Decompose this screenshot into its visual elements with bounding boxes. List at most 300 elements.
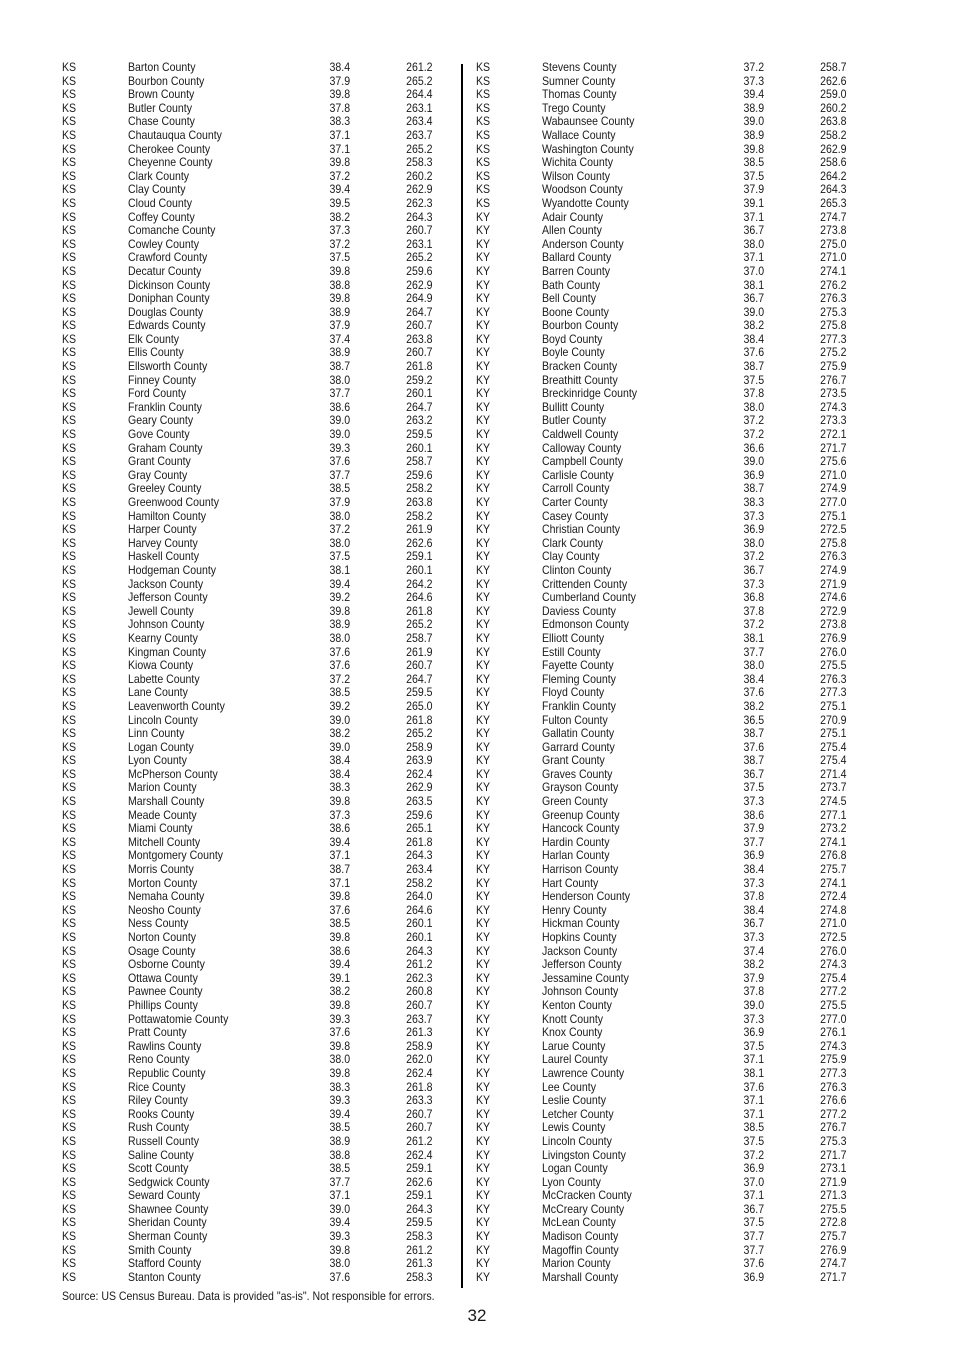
table-row — [476, 821, 847, 836]
county-cell: Jackson County — [128, 576, 204, 591]
value1-cell: 37.5 — [743, 1215, 765, 1230]
county-cell: Kiowa County — [128, 658, 194, 673]
table-row — [476, 712, 847, 728]
state-cell: KS — [62, 930, 77, 944]
county-cell: Green County — [542, 794, 608, 809]
value1-cell: 38.2 — [743, 698, 765, 713]
table-row — [476, 930, 847, 945]
county-cell: Madison County — [542, 1229, 619, 1244]
county-cell: Montgomery County — [128, 848, 224, 863]
state-cell: KS — [62, 644, 77, 659]
value1-cell: 38.3 — [743, 495, 765, 509]
value1-cell: 37.9 — [329, 318, 351, 333]
state-cell: KS — [62, 848, 77, 863]
value1-cell: 39.8 — [743, 141, 765, 156]
table-row — [476, 1120, 847, 1135]
table-row — [476, 726, 847, 741]
table-row — [62, 685, 433, 700]
value1-cell: 38.7 — [743, 481, 765, 496]
table-row — [62, 603, 433, 619]
table-row — [476, 508, 847, 524]
county-cell: Smith County — [128, 1242, 192, 1257]
table-row — [476, 141, 847, 157]
table-row — [476, 399, 847, 415]
table-row — [476, 100, 847, 116]
state-cell: KY — [476, 1052, 491, 1067]
state-cell: KY — [476, 943, 491, 958]
value2-cell: 277.2 — [820, 984, 847, 999]
table-row — [62, 73, 433, 89]
table-row — [476, 984, 847, 999]
value2-cell: 260.7 — [406, 345, 433, 360]
value1-cell: 37.1 — [329, 875, 351, 890]
county-cell: Clay County — [128, 182, 186, 197]
value1-cell: 38.4 — [329, 753, 351, 768]
county-cell: Gray County — [128, 467, 188, 482]
value2-cell: 258.7 — [406, 454, 433, 469]
value1-cell: 38.5 — [329, 1120, 351, 1135]
county-cell: Harrison County — [542, 862, 619, 877]
table-row — [62, 168, 433, 184]
county-cell: Marshall County — [128, 794, 205, 809]
value2-cell: 263.1 — [406, 236, 433, 251]
value2-cell: 275.9 — [820, 1052, 847, 1067]
value1-cell: 37.9 — [743, 970, 765, 985]
value1-cell: 39.0 — [743, 454, 765, 469]
table-row — [62, 100, 433, 116]
value1-cell: 37.7 — [743, 1242, 765, 1257]
value1-cell: 37.6 — [743, 739, 765, 754]
state-cell: KS — [62, 875, 77, 890]
state-cell: KY — [476, 223, 491, 238]
state-cell: KS — [62, 223, 77, 238]
value1-cell: 39.8 — [329, 155, 351, 170]
value2-cell: 262.9 — [406, 182, 433, 197]
table-row — [62, 617, 433, 632]
table-row — [476, 916, 847, 931]
value2-cell: 263.8 — [406, 495, 433, 509]
value2-cell: 276.7 — [820, 1120, 847, 1135]
county-cell: Hickman County — [542, 916, 620, 931]
value2-cell: 261.9 — [406, 644, 433, 659]
table-row — [62, 1025, 433, 1040]
value2-cell: 273.1 — [820, 1161, 847, 1176]
state-cell: KS — [62, 359, 77, 374]
value1-cell: 37.3 — [743, 576, 765, 591]
state-cell: KY — [476, 1133, 491, 1148]
value2-cell: 273.2 — [820, 821, 847, 836]
value1-cell: 39.0 — [743, 304, 765, 319]
value2-cell: 274.1 — [820, 834, 847, 849]
county-cell: Sedgwick County — [128, 1174, 210, 1189]
state-cell: KY — [476, 1174, 491, 1189]
value1-cell: 38.9 — [329, 345, 351, 360]
county-cell: Anderson County — [542, 236, 624, 251]
value1-cell: 36.9 — [743, 522, 765, 537]
table-row — [476, 386, 847, 401]
table-row — [476, 1256, 847, 1271]
state-cell: KS — [62, 603, 77, 618]
county-cell: Henry County — [542, 902, 607, 917]
table-row — [476, 834, 847, 850]
table-row — [62, 848, 433, 863]
state-cell: KY — [476, 698, 491, 713]
value1-cell: 37.2 — [329, 236, 351, 251]
value2-cell: 259.5 — [406, 427, 433, 442]
value2-cell: 264.2 — [820, 168, 847, 183]
value2-cell: 274.7 — [820, 209, 847, 224]
state-cell: KS — [62, 1120, 77, 1135]
state-cell: KY — [476, 467, 491, 482]
state-cell: KS — [476, 141, 491, 156]
county-cell: Cheyenne County — [128, 155, 213, 170]
county-cell: Edmonson County — [542, 617, 629, 632]
table-row — [476, 549, 847, 564]
state-cell: KS — [62, 454, 77, 469]
state-cell: KS — [62, 630, 77, 645]
value1-cell: 37.2 — [743, 427, 765, 442]
value1-cell: 38.7 — [329, 862, 351, 877]
state-cell: KS — [62, 467, 77, 482]
table-row — [476, 535, 847, 551]
table-row — [62, 1147, 433, 1163]
table-row — [62, 957, 433, 972]
county-cell: Labette County — [128, 671, 200, 686]
value2-cell: 262.9 — [820, 141, 847, 156]
value2-cell: 258.2 — [406, 875, 433, 890]
value2-cell: 259.1 — [406, 1161, 433, 1176]
value1-cell: 39.0 — [329, 427, 351, 442]
table-row — [62, 1038, 433, 1054]
county-cell: Adair County — [542, 209, 604, 224]
state-cell: KY — [476, 277, 491, 292]
table-row — [476, 114, 847, 129]
county-cell: McPherson County — [128, 766, 218, 781]
county-cell: Butler County — [542, 413, 606, 428]
table-row — [476, 766, 847, 782]
state-cell: KY — [476, 236, 491, 251]
state-cell: KS — [62, 1188, 77, 1203]
county-cell: Republic County — [128, 1065, 206, 1080]
state-cell: KS — [476, 60, 491, 74]
state-cell: KY — [476, 495, 491, 509]
table-row — [476, 1011, 847, 1027]
county-cell: Boyle County — [542, 345, 605, 360]
table-row — [62, 467, 433, 483]
county-cell: Elk County — [128, 331, 180, 346]
value2-cell: 265.2 — [406, 141, 433, 156]
value1-cell: 37.1 — [743, 209, 765, 224]
state-cell: KS — [62, 562, 77, 577]
table-row — [62, 114, 433, 129]
value2-cell: 277.0 — [820, 1011, 847, 1026]
state-cell: KS — [62, 1147, 77, 1162]
value2-cell: 260.1 — [406, 562, 433, 577]
value2-cell: 272.4 — [820, 889, 847, 904]
state-cell: KS — [62, 780, 77, 795]
value1-cell: 38.0 — [743, 535, 765, 550]
state-cell: KS — [62, 495, 77, 509]
county-cell: Harlan County — [542, 848, 610, 863]
value1-cell: 37.8 — [743, 386, 765, 401]
county-cell: Ottawa County — [128, 970, 198, 985]
value1-cell: 37.3 — [329, 223, 351, 238]
value2-cell: 261.8 — [406, 834, 433, 849]
state-cell: KY — [476, 304, 491, 319]
value2-cell: 259.0 — [820, 87, 847, 102]
value2-cell: 276.9 — [820, 630, 847, 645]
value2-cell: 274.3 — [820, 399, 847, 414]
table-row — [62, 997, 433, 1013]
table-row — [62, 481, 433, 496]
value1-cell: 37.5 — [329, 549, 351, 564]
state-cell: KS — [62, 127, 77, 142]
table-row — [476, 957, 847, 972]
county-cell: Decatur County — [128, 263, 202, 278]
value1-cell: 37.3 — [329, 807, 351, 822]
value2-cell: 258.7 — [406, 630, 433, 645]
table-row — [62, 943, 433, 959]
table-row — [476, 304, 847, 320]
value1-cell: 38.4 — [743, 862, 765, 877]
county-cell: Kenton County — [542, 997, 612, 1012]
county-cell: Knox County — [542, 1025, 603, 1040]
county-cell: Caldwell County — [542, 427, 619, 442]
table-row — [62, 821, 433, 836]
table-row — [476, 970, 847, 986]
state-cell: KY — [476, 535, 491, 550]
value2-cell: 262.4 — [406, 766, 433, 781]
value1-cell: 36.8 — [743, 590, 765, 605]
county-cell: Hamilton County — [128, 508, 207, 523]
value2-cell: 261.2 — [406, 1242, 433, 1257]
county-cell: Grant County — [128, 454, 191, 469]
state-cell: KY — [476, 1106, 491, 1121]
value2-cell: 271.9 — [820, 576, 847, 591]
state-cell: KS — [62, 807, 77, 822]
table-row — [476, 1038, 847, 1054]
state-cell: KY — [476, 617, 491, 632]
county-cell: Riley County — [128, 1093, 188, 1108]
value2-cell: 275.4 — [820, 970, 847, 985]
table-row — [62, 590, 433, 605]
value2-cell: 263.9 — [406, 753, 433, 768]
county-cell: Casey County — [542, 508, 609, 523]
value1-cell: 37.6 — [329, 454, 351, 469]
value1-cell: 39.4 — [329, 1106, 351, 1121]
value1-cell: 37.7 — [329, 1174, 351, 1189]
value2-cell: 276.6 — [820, 1093, 847, 1108]
county-cell: Edwards County — [128, 318, 206, 333]
table-row — [476, 685, 847, 700]
value2-cell: 272.8 — [820, 1215, 847, 1230]
value2-cell: 258.2 — [820, 127, 847, 142]
state-cell: KS — [62, 834, 77, 849]
county-cell: McLean County — [542, 1215, 616, 1230]
table-row — [476, 345, 847, 360]
table-row — [476, 1065, 847, 1081]
county-cell: Reno County — [128, 1052, 190, 1067]
value2-cell: 271.9 — [820, 1174, 847, 1189]
state-cell: KS — [62, 997, 77, 1012]
value1-cell: 38.9 — [329, 1133, 351, 1148]
value1-cell: 37.1 — [329, 141, 351, 156]
value1-cell: 39.5 — [329, 195, 351, 210]
county-cell: Stevens County — [542, 60, 617, 74]
county-cell: Lincoln County — [128, 712, 198, 727]
value1-cell: 39.4 — [329, 957, 351, 972]
table-row — [62, 1161, 433, 1176]
table-row — [476, 794, 847, 809]
table-row — [476, 60, 847, 75]
value2-cell: 275.8 — [820, 318, 847, 333]
table-row — [62, 60, 433, 75]
value2-cell: 260.7 — [406, 223, 433, 238]
table-row — [62, 155, 433, 170]
value1-cell: 37.6 — [329, 1269, 351, 1284]
county-cell: Stafford County — [128, 1256, 202, 1271]
value1-cell: 37.5 — [743, 780, 765, 795]
table-row — [62, 399, 433, 415]
state-cell: KY — [476, 1147, 491, 1162]
state-cell: KY — [476, 590, 491, 605]
state-cell: KY — [476, 807, 491, 822]
value2-cell: 261.2 — [406, 957, 433, 972]
county-cell: Barren County — [542, 263, 611, 278]
county-cell: Morton County — [128, 875, 198, 890]
county-cell: Crittenden County — [542, 576, 628, 591]
value1-cell: 39.4 — [329, 834, 351, 849]
table-row — [476, 440, 847, 456]
value2-cell: 271.4 — [820, 766, 847, 781]
value1-cell: 36.7 — [743, 1201, 765, 1216]
value2-cell: 260.2 — [820, 100, 847, 115]
value2-cell: 264.9 — [406, 291, 433, 306]
county-cell: Mitchell County — [128, 834, 201, 849]
table-row — [62, 386, 433, 401]
county-cell: Neosho County — [128, 902, 201, 917]
table-row — [62, 291, 433, 306]
table-row — [62, 712, 433, 728]
value1-cell: 38.5 — [329, 685, 351, 700]
value1-cell: 39.8 — [329, 1242, 351, 1257]
state-cell: KS — [62, 522, 77, 537]
value2-cell: 265.1 — [406, 821, 433, 836]
value2-cell: 275.4 — [820, 739, 847, 754]
county-cell: Graves County — [542, 766, 613, 781]
county-cell: Rawlins County — [128, 1038, 202, 1053]
state-cell: KY — [476, 440, 491, 455]
value1-cell: 39.8 — [329, 1038, 351, 1053]
state-cell: KS — [62, 916, 77, 931]
value1-cell: 39.3 — [329, 1011, 351, 1026]
state-cell: KY — [476, 875, 491, 890]
state-cell: KY — [476, 549, 491, 564]
state-cell: KY — [476, 1256, 491, 1271]
value1-cell: 38.9 — [329, 617, 351, 632]
value1-cell: 37.2 — [743, 1147, 765, 1162]
county-cell: Lincoln County — [542, 1133, 612, 1148]
right-county-column — [476, 61, 864, 1284]
table-row — [476, 481, 847, 496]
county-cell: Pottawatomie County — [128, 1011, 229, 1026]
value1-cell: 36.7 — [743, 562, 765, 577]
state-cell: KY — [476, 331, 491, 346]
state-cell: KY — [476, 957, 491, 972]
value2-cell: 274.6 — [820, 590, 847, 605]
county-cell: Butler County — [128, 100, 192, 115]
value1-cell: 37.5 — [329, 250, 351, 265]
state-cell: KY — [476, 399, 491, 414]
state-cell: KY — [476, 481, 491, 496]
value1-cell: 38.0 — [329, 372, 351, 387]
value2-cell: 263.3 — [406, 1093, 433, 1108]
value2-cell: 264.3 — [406, 1201, 433, 1216]
value2-cell: 264.6 — [406, 902, 433, 917]
value2-cell: 265.2 — [406, 73, 433, 88]
state-cell: KY — [476, 427, 491, 442]
table-row — [476, 127, 847, 143]
state-cell: KY — [476, 902, 491, 917]
county-cell: Lewis County — [542, 1120, 606, 1135]
county-cell: Wilson County — [542, 168, 611, 183]
value2-cell: 261.3 — [406, 1256, 433, 1271]
county-cell: Cherokee County — [128, 141, 211, 156]
value1-cell: 38.0 — [329, 508, 351, 523]
state-cell: KS — [62, 481, 77, 496]
value2-cell: 274.3 — [820, 1038, 847, 1053]
county-cell: Cloud County — [128, 195, 192, 210]
state-cell: KY — [476, 930, 491, 944]
value1-cell: 39.0 — [329, 712, 351, 727]
value1-cell: 39.0 — [329, 1201, 351, 1216]
table-row — [62, 630, 433, 646]
table-row — [476, 1188, 847, 1203]
value2-cell: 262.6 — [406, 535, 433, 550]
value2-cell: 274.9 — [820, 481, 847, 496]
table-row — [476, 291, 847, 306]
county-cell: Gallatin County — [542, 726, 615, 741]
table-row — [62, 141, 433, 157]
value1-cell: 39.1 — [329, 970, 351, 985]
value2-cell: 265.3 — [820, 195, 847, 210]
state-cell: KS — [62, 794, 77, 809]
state-cell: KY — [476, 1242, 491, 1257]
county-cell: Ford County — [128, 386, 187, 401]
value1-cell: 38.9 — [743, 127, 765, 142]
value1-cell: 38.2 — [329, 209, 351, 224]
value2-cell: 275.2 — [820, 345, 847, 360]
table-row — [62, 250, 433, 265]
value2-cell: 274.3 — [820, 957, 847, 972]
value2-cell: 275.1 — [820, 726, 847, 741]
value2-cell: 258.9 — [406, 1038, 433, 1053]
value2-cell: 272.5 — [820, 522, 847, 537]
table-row — [62, 277, 433, 293]
table-row — [62, 1188, 433, 1203]
table-row — [476, 889, 847, 904]
value1-cell: 38.3 — [329, 114, 351, 129]
value2-cell: 265.2 — [406, 250, 433, 265]
value1-cell: 37.5 — [743, 168, 765, 183]
table-row — [476, 250, 847, 265]
state-cell: KY — [476, 862, 491, 877]
value2-cell: 275.4 — [820, 753, 847, 768]
state-cell: KY — [476, 1229, 491, 1244]
state-cell: KS — [62, 209, 77, 224]
state-cell: KS — [62, 698, 77, 713]
value2-cell: 274.9 — [820, 562, 847, 577]
